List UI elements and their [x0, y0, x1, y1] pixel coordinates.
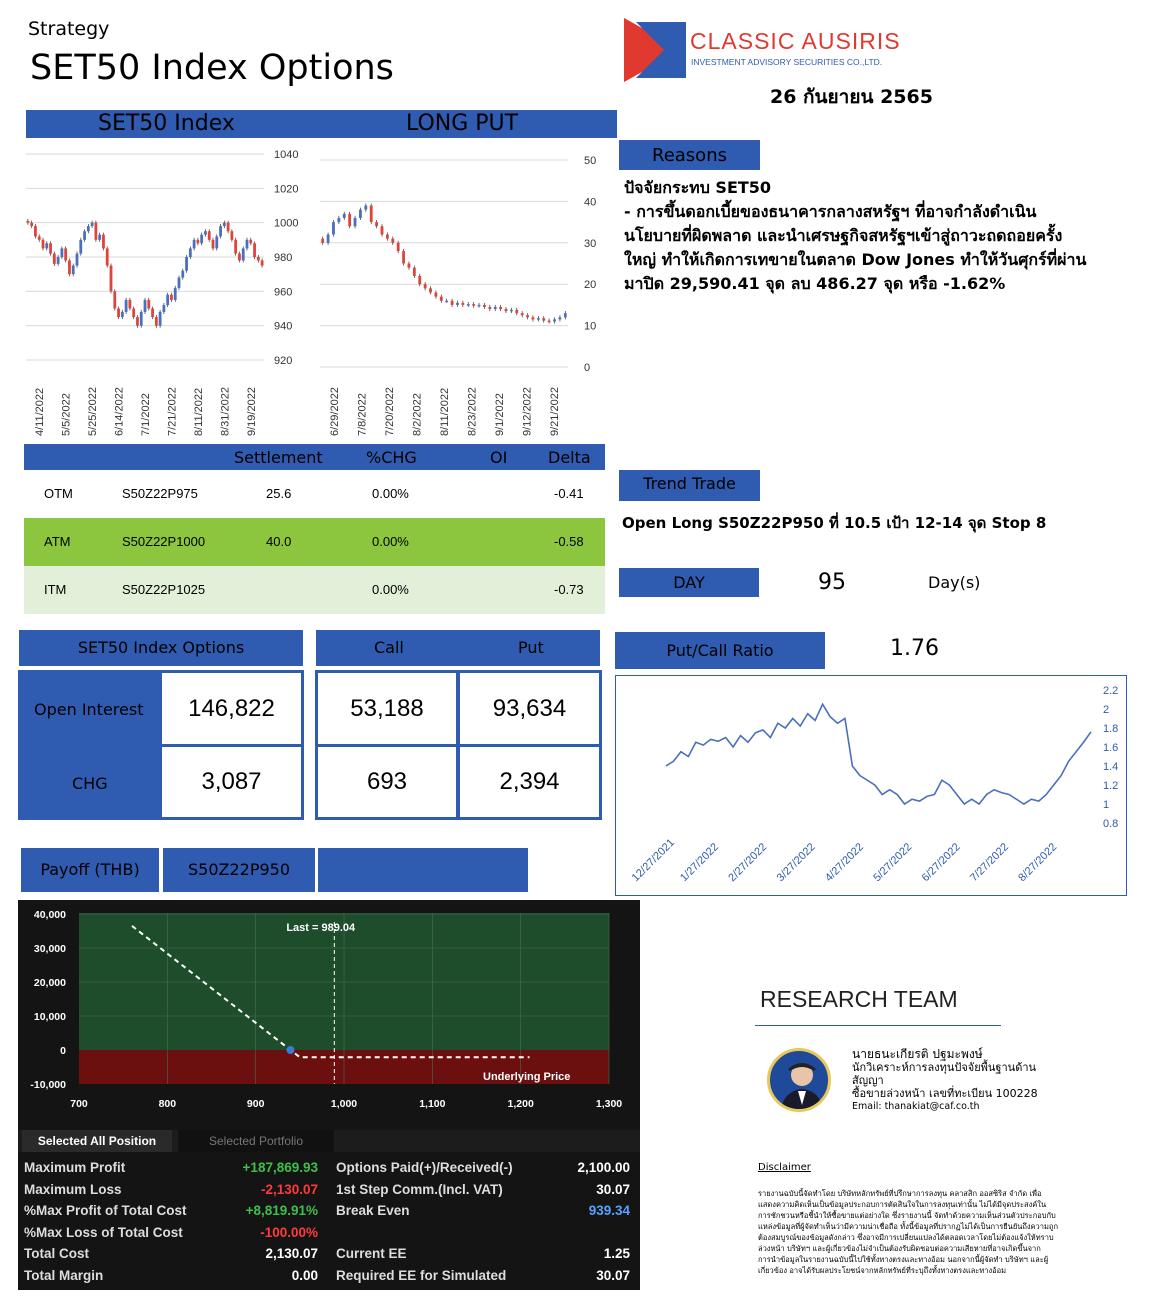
- candle-body: [162, 305, 165, 312]
- option-moneyness: OTM: [44, 486, 73, 501]
- option-delta: -0.73: [554, 582, 584, 597]
- candle-body: [359, 210, 362, 218]
- candle-body: [521, 313, 524, 315]
- page-title: SET50 Index Options: [30, 48, 394, 88]
- payoff-panel: [18, 900, 640, 1290]
- candle-body: [483, 305, 486, 307]
- y-tick-label: 2.2: [1103, 685, 1119, 697]
- stat-label: Break Even: [336, 1203, 410, 1218]
- candle-body: [478, 305, 481, 307]
- stat-label: Total Cost: [24, 1246, 89, 1261]
- candle-body: [408, 264, 411, 268]
- candle-body: [185, 257, 188, 271]
- option-delta: -0.41: [554, 486, 584, 501]
- x-tick-label: 9/21/2022: [549, 387, 562, 436]
- candle-body: [564, 313, 567, 317]
- candle-body: [121, 312, 124, 317]
- reasons-line: ใหญ่ ทำให้เกิดการเทขายในตลาด Dow Jones ทำให้วันศุกร์ที่ผ่าน: [624, 250, 1087, 269]
- candle-body: [113, 291, 116, 308]
- reasons-line: นโยบายที่ผิดพลาด และนำเศรษฐกิจสหรัฐฯเข้าสู่ถาวะถดถอยครั้ง: [624, 226, 1063, 245]
- candle-body: [212, 240, 215, 249]
- oi-row-label: Open Interest: [34, 700, 144, 719]
- candle-body: [238, 254, 241, 261]
- y-tick-label: 1020: [274, 183, 299, 196]
- candle-body: [461, 303, 464, 305]
- candle-body: [159, 312, 162, 326]
- candle-body: [242, 248, 245, 260]
- candle-body: [189, 248, 192, 257]
- stat-label: Current EE: [336, 1246, 407, 1261]
- oi-call: 53,188: [318, 673, 456, 744]
- candle-body: [136, 317, 139, 326]
- y-tick-label: 10: [584, 320, 597, 333]
- x-tick-label: 9/1/2022: [494, 393, 507, 436]
- researcher-avatar: [767, 1048, 831, 1112]
- chg-row-label: CHG: [72, 774, 108, 793]
- candle-body: [147, 300, 150, 309]
- brand-subtitle: INVESTMENT ADVISORY SECURITIES CO.,LTD.: [691, 57, 883, 67]
- y-tick-label: 940: [274, 320, 293, 333]
- pcr-series-line: [666, 704, 1091, 804]
- candle-body: [354, 218, 357, 226]
- option-series: S50Z22P975: [122, 486, 198, 501]
- x-tick-label: 1,000: [330, 1098, 358, 1110]
- y-tick-label: 1.8: [1103, 723, 1119, 735]
- candle-body: [155, 317, 158, 326]
- brand-logo: [624, 18, 924, 84]
- reasons-line: - การขึ้นดอกเบี้ยของธนาคารกลางสหรัฐฯ ที่อาจกำลังดำเนิน: [624, 202, 1037, 221]
- candle-body: [510, 310, 513, 312]
- x-tick-label: 1,100: [419, 1098, 446, 1110]
- candle-body: [196, 240, 199, 243]
- stat-value: 0.00: [291, 1267, 318, 1283]
- candle-body: [542, 318, 545, 320]
- candle-body: [456, 303, 459, 305]
- y-tick-label: 1: [1103, 799, 1110, 811]
- chg-total: 3,087: [162, 747, 301, 817]
- y-tick-label: 1.2: [1103, 780, 1119, 792]
- payoff-tabs: [18, 1130, 640, 1152]
- candle-body: [257, 257, 260, 260]
- day-unit: Day(s): [928, 573, 981, 592]
- stat-value: 939.34: [588, 1203, 630, 1218]
- y-tick-label: 1.6: [1103, 742, 1119, 754]
- candle-body: [57, 257, 60, 264]
- category-label: Strategy: [28, 18, 110, 40]
- candle-body: [45, 243, 48, 248]
- candle-body: [144, 300, 147, 312]
- candle-body: [526, 315, 529, 317]
- candle-body: [386, 235, 389, 239]
- candle-body: [327, 235, 330, 243]
- candle-body: [219, 226, 222, 236]
- y-tick-label: 0: [60, 1045, 66, 1057]
- payoff-header-blank: [318, 848, 528, 892]
- candle-body: [42, 240, 45, 249]
- candle-body: [397, 243, 400, 251]
- y-tick-label: 50: [584, 155, 597, 167]
- candle-body: [418, 276, 421, 284]
- x-tick-label: 9/12/2022: [521, 387, 534, 436]
- callput-header: [316, 630, 600, 666]
- candle-body: [548, 321, 551, 323]
- stat-label: Options Paid(+)/Received(-): [336, 1160, 513, 1175]
- y-tick-label: 40: [584, 196, 597, 209]
- candle-body: [200, 235, 203, 244]
- candle-body: [332, 222, 335, 234]
- candle-body: [87, 226, 90, 231]
- brand-name: CLASSIC AUSIRIS: [690, 28, 901, 54]
- x-tick-label: 6/29/2022: [328, 387, 341, 436]
- reasons-line: มาปิด 29,590.41 จุด ลบ 486.27 จุด หรือ -1.62%: [624, 274, 1006, 293]
- option-row: [24, 470, 605, 518]
- candle-body: [249, 240, 252, 243]
- disclaimer-title: Disclaimer: [758, 1162, 811, 1173]
- y-tick-label: -10,000: [30, 1079, 66, 1091]
- y-tick-label: 30,000: [33, 943, 66, 955]
- candle-body: [391, 239, 394, 243]
- x-tick-label: 3/27/2022: [774, 841, 818, 885]
- oi-put: 93,634: [460, 673, 599, 744]
- reasons-line: ปัจจัยกระทบ SET50: [624, 178, 772, 197]
- candle-body: [125, 300, 128, 312]
- stat-value: -100.00%: [260, 1224, 318, 1240]
- y-tick-label: 20,000: [33, 977, 66, 989]
- tab-selected-portfolio[interactable]: Selected Portfolio: [178, 1130, 334, 1152]
- header-chg: %CHG: [366, 448, 417, 467]
- x-tick-label: 7/21/2022: [166, 387, 179, 436]
- y-tick-label: 2: [1103, 704, 1110, 716]
- candle-body: [30, 223, 33, 226]
- summary-label: SET50 Index Options: [19, 630, 303, 666]
- stat-label: %Max Loss of Total Cost: [24, 1224, 183, 1240]
- pcr-label: Put/Call Ratio: [615, 632, 825, 669]
- x-tick-label: 7/8/2022: [356, 393, 369, 436]
- option-settlement: 25.6: [266, 486, 292, 501]
- candle-body: [215, 236, 218, 248]
- candle-body: [68, 260, 71, 274]
- header-oi: OI: [490, 448, 508, 467]
- x-tick-label: 12/27/2021: [629, 836, 678, 885]
- x-tick-label: 900: [246, 1098, 265, 1110]
- longput-chart-title: LONG PUT: [406, 111, 519, 136]
- researcher-info: [852, 1048, 1052, 1113]
- option-row: [24, 518, 605, 566]
- pcr-value: 1.76: [890, 636, 939, 661]
- x-tick-label: 5/5/2022: [60, 393, 73, 436]
- candle-body: [246, 240, 249, 249]
- day-label: DAY: [619, 568, 759, 597]
- candle-body: [532, 317, 535, 319]
- option-moneyness: ITM: [44, 582, 67, 597]
- x-tick-label: 8/2/2022: [411, 393, 424, 436]
- candle-body: [178, 278, 181, 288]
- stat-label: 1st Step Comm.(Incl. VAT): [336, 1181, 503, 1197]
- x-tick-label: 6/27/2022: [919, 841, 963, 885]
- candle-body: [60, 248, 63, 257]
- y-tick-label: 0.8: [1103, 818, 1119, 830]
- candle-body: [79, 240, 82, 254]
- candle-body: [375, 222, 378, 226]
- charts-header: [26, 110, 617, 138]
- candle-body: [49, 243, 52, 253]
- y-tick-label: 980: [274, 252, 293, 264]
- x-tick-label: 1,300: [595, 1098, 623, 1110]
- candle-body: [440, 297, 443, 301]
- stat-value: +8,819.91%: [245, 1203, 318, 1218]
- stat-value: +187,869.93: [242, 1160, 318, 1175]
- candle-body: [193, 240, 196, 249]
- candle-body: [128, 300, 131, 309]
- longput-candlestick-chart: [312, 140, 612, 440]
- candle-body: [83, 231, 86, 240]
- candle-body: [166, 295, 169, 305]
- summary-left-block: [18, 670, 304, 820]
- y-tick-label: 20: [584, 279, 597, 292]
- candle-body: [343, 214, 346, 218]
- candle-body: [76, 254, 79, 266]
- option-series: S50Z22P1025: [122, 582, 206, 597]
- candle-body: [499, 307, 502, 309]
- candle-body: [94, 223, 97, 240]
- option-chg: 0.00%: [372, 534, 409, 549]
- candle-body: [488, 307, 491, 309]
- x-tick-label: 5/27/2022: [871, 841, 915, 885]
- x-tick-label: 7/1/2022: [140, 393, 152, 436]
- x-tick-label: 8/11/2022: [192, 387, 205, 436]
- candle-body: [402, 251, 405, 263]
- y-tick-label: 0: [584, 362, 591, 374]
- option-delta: -0.58: [554, 534, 584, 549]
- y-tick-label: 10,000: [33, 1011, 66, 1023]
- research-title: RESEARCH TEAM: [760, 986, 958, 1012]
- header-delta: Delta: [548, 448, 591, 467]
- stat-label: %Max Profit of Total Cost: [24, 1203, 187, 1218]
- option-settlement: 40.0: [266, 534, 292, 549]
- x-tick-label: 8/23/2022: [466, 387, 479, 436]
- option-series: S50Z22P1000: [122, 534, 206, 549]
- payoff-series: S50Z22P950: [163, 848, 315, 892]
- stat-value: 30.07: [596, 1181, 630, 1197]
- candle-body: [261, 260, 264, 265]
- candle-body: [413, 268, 416, 276]
- researcher-email: Email: thanakiat@caf.co.th: [852, 1101, 980, 1112]
- candle-body: [140, 312, 143, 326]
- x-tick-label: 8/31/2022: [219, 387, 232, 436]
- candle-body: [515, 310, 518, 313]
- candle-body: [34, 226, 37, 236]
- candle-body: [91, 223, 94, 226]
- candle-body: [337, 218, 340, 222]
- pcr-line-chart: [615, 675, 1127, 896]
- candle-body: [424, 284, 427, 288]
- x-tick-label: 700: [70, 1098, 88, 1110]
- candle-body: [110, 266, 113, 292]
- y-tick-label: 920: [274, 355, 293, 367]
- trend-text: Open Long S50Z22P950 ที่ 10.5 เป้า 12-14 จุด Stop 8: [622, 514, 1047, 532]
- last-price-label: Last = 989.04: [286, 922, 356, 934]
- candle-body: [467, 304, 470, 306]
- candle-body: [72, 266, 75, 275]
- researcher-license: ซื้อขายล่วงหน้า เลขที่ทะเบียน 100228: [852, 1087, 1038, 1100]
- candle-body: [26, 221, 29, 223]
- payoff-label: Payoff (THB): [21, 848, 159, 892]
- x-tick-label: 1/27/2022: [677, 841, 722, 885]
- candle-body: [559, 317, 562, 319]
- trend-label: Trend Trade: [619, 470, 760, 501]
- chg-call: 693: [318, 747, 456, 817]
- candle-body: [102, 235, 105, 249]
- candle-body: [537, 318, 540, 320]
- tab-selected-all-position[interactable]: Selected All Position: [22, 1130, 172, 1152]
- y-tick-label: 30: [584, 237, 597, 250]
- x-tick-label: 4/27/2022: [822, 841, 867, 885]
- candle-body: [370, 206, 373, 223]
- candle-body: [204, 231, 207, 234]
- reasons-text: [624, 176, 1144, 296]
- stat-label: Maximum Profit: [24, 1160, 126, 1175]
- option-chg: 0.00%: [372, 486, 409, 501]
- candle-body: [106, 248, 109, 265]
- x-tick-label: 8/11/2022: [439, 387, 451, 436]
- research-divider: [755, 1025, 1001, 1026]
- option-moneyness: ATM: [44, 534, 71, 549]
- candle-body: [151, 309, 154, 318]
- candle-body: [234, 240, 237, 254]
- candle-body: [364, 206, 367, 210]
- x-tick-label: 1,200: [507, 1098, 534, 1110]
- candle-body: [38, 236, 41, 239]
- candle-body: [223, 223, 226, 226]
- option-chg: 0.00%: [372, 582, 409, 597]
- person-icon: [770, 1051, 831, 1112]
- chg-put: 2,394: [460, 747, 599, 817]
- candle-body: [170, 295, 173, 300]
- stat-label: Total Margin: [24, 1267, 104, 1283]
- candle-body: [98, 235, 101, 240]
- stat-label: Maximum Loss: [24, 1181, 122, 1197]
- x-tick-label: 7/20/2022: [383, 387, 396, 436]
- call-header: Call: [374, 638, 404, 657]
- stat-value: 30.07: [596, 1267, 630, 1283]
- researcher-role: นักวิเคราะห์การลงทุนปัจจัยพื้นฐานด้านสัญญา: [852, 1061, 1037, 1087]
- x-tick-label: 9/19/2022: [245, 387, 258, 436]
- x-axis-label: Underlying Price: [483, 1071, 571, 1083]
- stat-value: 1.25: [603, 1246, 630, 1261]
- options-table-header: [24, 444, 605, 470]
- candle-body: [451, 301, 454, 305]
- option-row: [24, 566, 605, 614]
- day-value: 95: [818, 570, 846, 595]
- candle-body: [381, 226, 384, 234]
- candle-body: [174, 288, 177, 300]
- y-tick-label: 1.4: [1103, 761, 1119, 773]
- stat-value: -2,130.07: [260, 1181, 318, 1197]
- candle-body: [53, 254, 56, 264]
- candle-body: [435, 292, 438, 296]
- put-header: Put: [518, 638, 544, 657]
- set50-candlestick-chart: [18, 140, 318, 440]
- x-tick-label: 2/27/2022: [726, 841, 770, 885]
- stat-label: Required EE for Simulated: [336, 1267, 507, 1283]
- x-tick-label: 4/11/2022: [34, 387, 47, 436]
- candle-body: [472, 304, 475, 306]
- stat-value: 2,130.07: [265, 1246, 318, 1261]
- break-even-marker: [286, 1046, 294, 1054]
- researcher-name: นายธนะเกียรติ ปฐมะพงษ์: [852, 1047, 983, 1061]
- candle-body: [505, 309, 508, 311]
- candle-body: [64, 248, 67, 260]
- y-tick-label: 960: [274, 286, 293, 299]
- set50-chart-title: SET50 Index: [98, 111, 235, 136]
- candle-body: [227, 223, 230, 232]
- y-tick-label: 1000: [274, 217, 299, 230]
- y-tick-label: 40,000: [33, 909, 66, 921]
- header-settlement: Settlement: [234, 448, 323, 467]
- candle-body: [230, 231, 233, 240]
- x-tick-label: 5/25/2022: [87, 387, 100, 436]
- candle-body: [429, 288, 432, 292]
- candle-body: [181, 271, 184, 278]
- report-date: 26 กันยายน 2565: [770, 86, 933, 108]
- payoff-stats: [18, 1158, 640, 1290]
- candle-body: [348, 214, 351, 226]
- reasons-label: Reasons: [619, 140, 760, 170]
- candle-body: [208, 231, 211, 240]
- payoff-chart: [18, 900, 640, 1128]
- candle-body: [553, 319, 556, 321]
- summary-right-block: [315, 670, 602, 820]
- candle-body: [253, 243, 256, 257]
- x-tick-label: 6/14/2022: [113, 387, 126, 436]
- disclaimer-text: รายงานฉบับนี้จัดทำโดย บริษัทหลักทรัพย์ที่ปรึกษาการลงทุน คลาสสิก ออสซิริส จำกัด เพื่อแสดงความคิดเห็นเป็นข้อมูลประกอบการตัดสินใจในการลงทุนเท่านั้น ไม่ได้มีจุดประสงค์ในการชักชวนหรือชี้นำให้ซื้อขายแต่อย่างใด ซึ่งรายงานนี้ จัดทำด้วยความเห็นส่วนตัวประกอบกับแหล่งข้อมูลที่ผู้จัดทำเห็นว่ามีความน่าเชื่อถือ ทั้งนี้ข้อมูลที่ปรากฏไม่ได้เป็นการยืนยันถึงความถูกต้องสมบูรณ์ของข้อมูลดังกล่าว ซึ่งอาจมีการเปลี่ยนแปลงได้ตลอดเวลาโดยไม่ต้องแจ้งให้ทราบล่วงหน้า บริษัทฯ และผู้เกี่ยวข้องไม่จำเป็นต้องรับผิดชอบต่อความเสียหายที่อาจเกิดขึ้นจากการนำข้อมูลในรายงานฉบับนี้ไปใช้ทั้งทางตรงและทางอ้อม นอกจากนี้ผู้จัดทำ บริษัทฯ และผู้เกี่ยวข้อง อาจได้รับผลประโยชน์จากหลักทรัพย์ที่ระบุถึงทั้งทางตรงและทางอ้อม: [758, 1189, 1059, 1275]
- logo-mark-icon: [624, 18, 694, 82]
- candle-body: [117, 309, 120, 318]
- oi-total: 146,822: [162, 673, 301, 744]
- y-tick-label: 1040: [274, 149, 299, 161]
- candle-body: [494, 307, 497, 309]
- x-tick-label: 8/27/2022: [1016, 841, 1060, 885]
- candle-body: [132, 309, 135, 318]
- candle-body: [321, 239, 324, 243]
- stat-value: 2,100.00: [577, 1160, 630, 1175]
- x-tick-label: 800: [158, 1098, 177, 1110]
- candle-body: [445, 301, 448, 303]
- x-tick-label: 7/27/2022: [967, 841, 1012, 885]
